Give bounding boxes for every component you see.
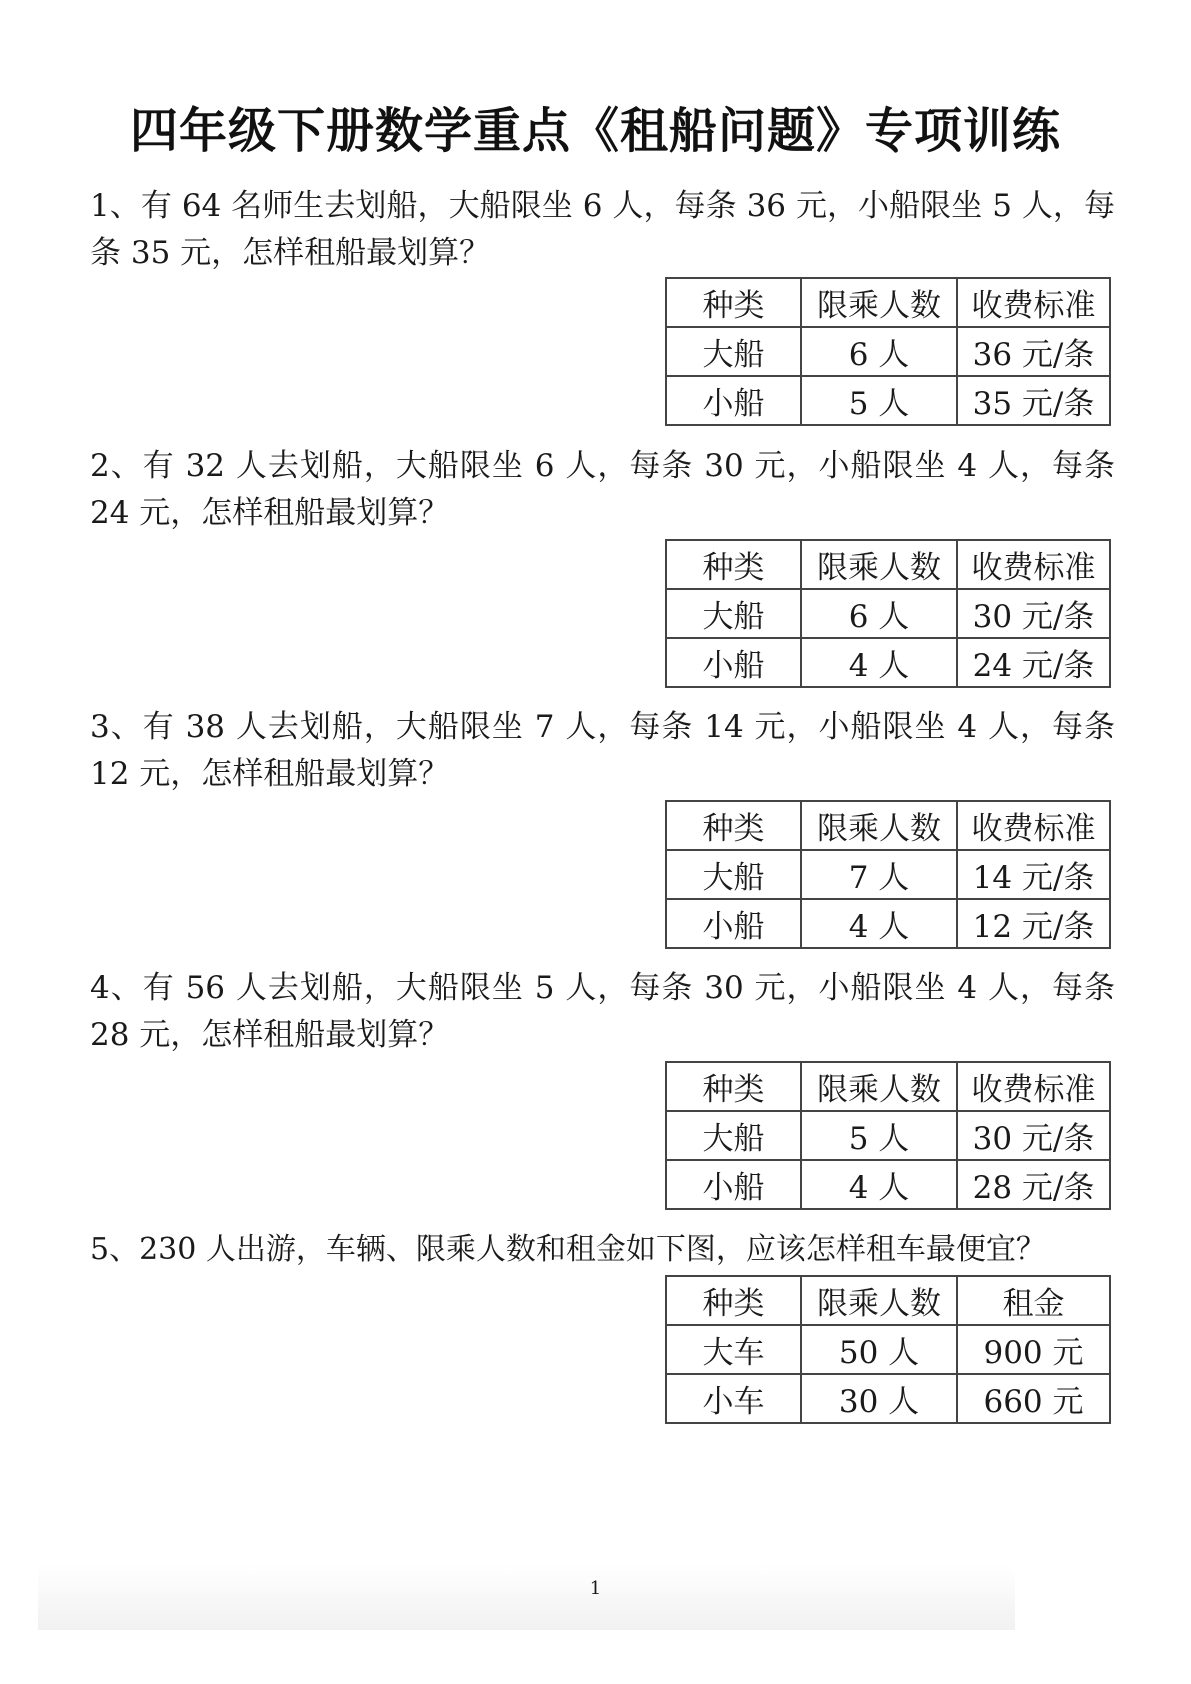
table-cell: 种类 [666, 1062, 801, 1111]
question-3-table [665, 800, 1111, 949]
table-cell: 小车 [666, 1374, 801, 1423]
table-cell: 收费标准 [957, 1062, 1110, 1111]
table-cell: 30 元/条 [957, 589, 1110, 638]
table-cell: 5 人 [801, 1111, 957, 1160]
table-cell: 36 元/条 [957, 327, 1110, 376]
table-row [666, 1111, 1110, 1160]
question-3: 3、有 38 人去划船，大船限坐 7 人，每条 14 元，小船限坐 4 人，每条 12 元，怎样租船最划算？ [90, 709, 1115, 792]
table-cell: 4 人 [801, 899, 957, 948]
table-cell: 30 人 [801, 1374, 957, 1423]
table-row [666, 899, 1110, 948]
question-2: 2、有 32 人去划船，大船限坐 6 人，每条 30 元，小船限坐 4 人，每条 24 元，怎样租船最划算？ [90, 448, 1115, 531]
table-cell: 35 元/条 [957, 376, 1110, 425]
table-cell: 限乘人数 [801, 1276, 957, 1325]
table-row [666, 638, 1110, 687]
table-cell: 12 元/条 [957, 899, 1110, 948]
question-1: 1、有 64 名师生去划船，大船限坐 6 人，每条 36 元，小船限坐 5 人，每条 35 元，怎样租船最划算？ [90, 188, 1115, 271]
table-cell: 小船 [666, 899, 801, 948]
table-cell: 4 人 [801, 638, 957, 687]
table-cell: 大船 [666, 327, 801, 376]
table-cell: 小船 [666, 376, 801, 425]
table-row [666, 1374, 1110, 1423]
table-cell: 收费标准 [957, 540, 1110, 589]
table-row [666, 376, 1110, 425]
table-cell: 5 人 [801, 376, 957, 425]
table-cell: 收费标准 [957, 801, 1110, 850]
table-cell: 种类 [666, 801, 801, 850]
table-cell: 种类 [666, 540, 801, 589]
table-cell: 6 人 [801, 589, 957, 638]
table-cell: 小船 [666, 1160, 801, 1209]
table-cell: 限乘人数 [801, 278, 957, 327]
table-cell: 大船 [666, 589, 801, 638]
table-row [666, 1160, 1110, 1209]
question-1-table [665, 277, 1111, 426]
table-cell: 种类 [666, 1276, 801, 1325]
table-header-row [666, 540, 1110, 589]
table-cell: 14 元/条 [957, 850, 1110, 899]
table-row [666, 850, 1110, 899]
table-cell: 租金 [957, 1276, 1110, 1325]
table-row [666, 327, 1110, 376]
table-cell: 大车 [666, 1325, 801, 1374]
question-4: 4、有 56 人去划船，大船限坐 5 人，每条 30 元，小船限坐 4 人，每条 28 元，怎样租船最划算？ [90, 970, 1115, 1053]
table-header-row [666, 278, 1110, 327]
table-cell: 4 人 [801, 1160, 957, 1209]
page-title: 四年级下册数学重点《租船问题》专项训练 [129, 103, 1061, 159]
table-row [666, 1325, 1110, 1374]
table-cell: 收费标准 [957, 278, 1110, 327]
table-cell: 900 元 [957, 1325, 1110, 1374]
table-cell: 7 人 [801, 850, 957, 899]
table-cell: 6 人 [801, 327, 957, 376]
question-5-table [665, 1275, 1111, 1424]
table-row [666, 589, 1110, 638]
table-cell: 大船 [666, 1111, 801, 1160]
table-cell: 限乘人数 [801, 801, 957, 850]
table-cell: 限乘人数 [801, 540, 957, 589]
table-cell: 小船 [666, 638, 801, 687]
table-cell: 30 元/条 [957, 1111, 1110, 1160]
question-5: 5、230 人出游，车辆、限乘人数和租金如下图，应该怎样租车最便宜？ [90, 1232, 1046, 1267]
table-cell: 24 元/条 [957, 638, 1110, 687]
table-cell: 种类 [666, 278, 801, 327]
table-cell: 大船 [666, 850, 801, 899]
table-header-row [666, 801, 1110, 850]
table-header-row [666, 1062, 1110, 1111]
page-number: 1 [589, 1578, 602, 1599]
table-cell: 28 元/条 [957, 1160, 1110, 1209]
table-header-row [666, 1276, 1110, 1325]
table-cell: 限乘人数 [801, 1062, 957, 1111]
table-cell: 660 元 [957, 1374, 1110, 1423]
question-2-table [665, 539, 1111, 688]
table-cell: 50 人 [801, 1325, 957, 1374]
question-4-table [665, 1061, 1111, 1210]
